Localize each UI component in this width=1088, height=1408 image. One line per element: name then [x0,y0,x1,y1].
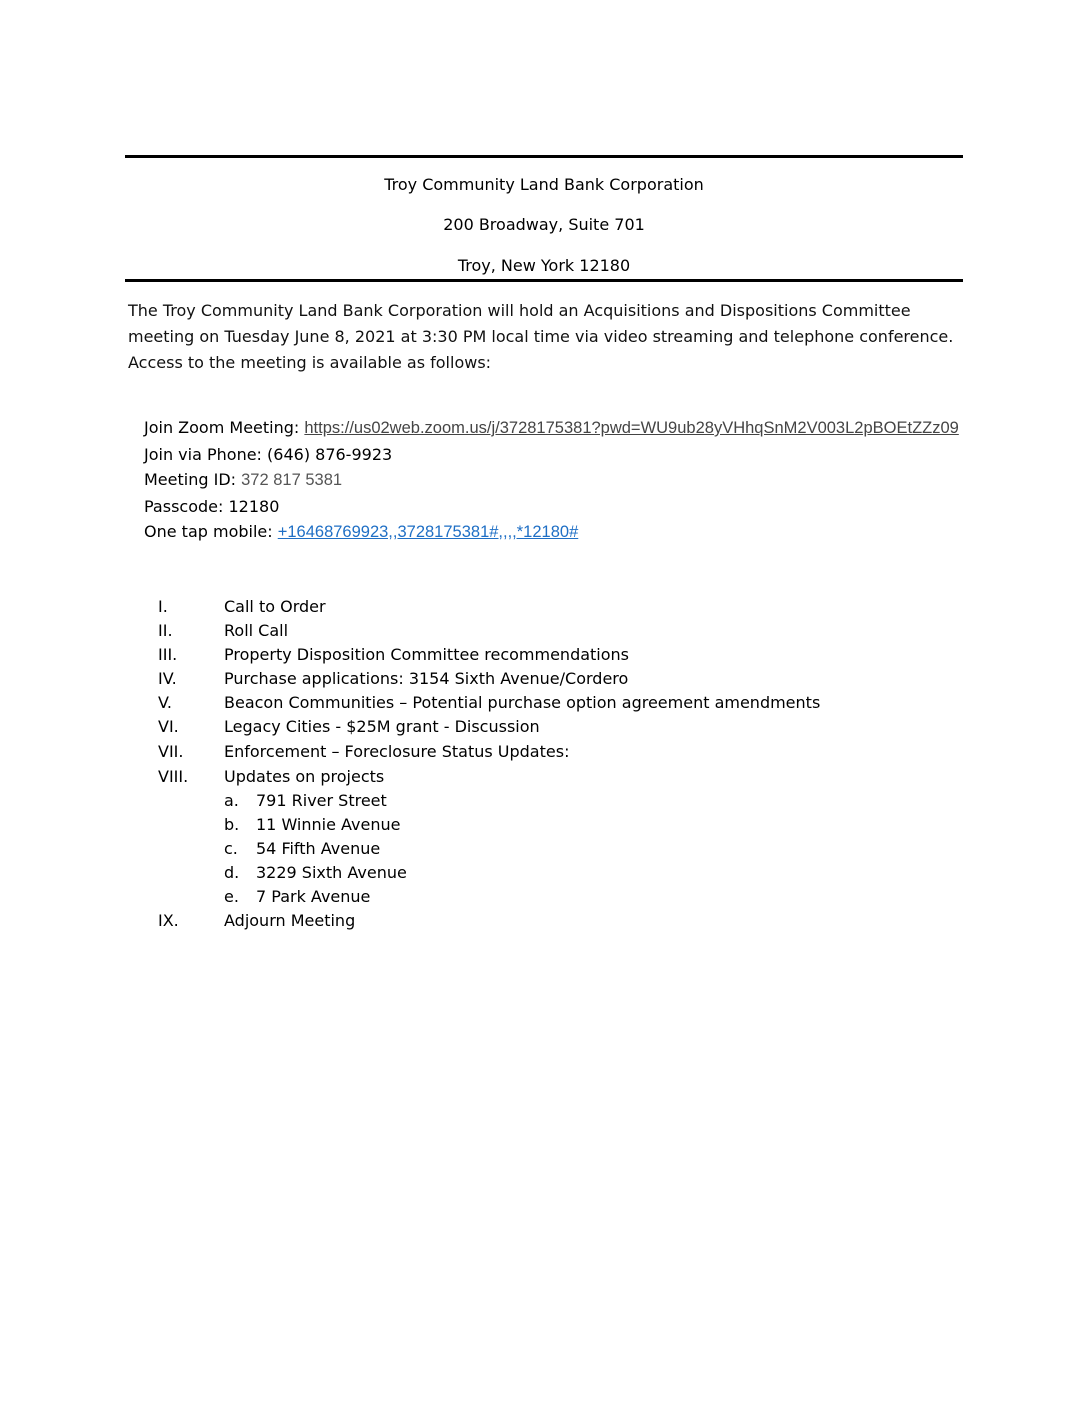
agenda-item-text: Call to Order [224,597,326,616]
zoom-row [144,415,1084,442]
one-tap-link[interactable]: +16468769923,,3728175381#,,,,*12180# [277,523,579,541]
agenda-item-text: Updates on projects [224,767,385,786]
zoom-link[interactable]: https://us02web.zoom.us/j/3728175381?pwd=WU9ub28yVHhqSnM2V003L2pBOEtZZz09 [304,419,959,437]
agenda-item [158,739,958,765]
agenda-item-number: II. [158,621,173,640]
meeting-id-row [144,467,1084,494]
passcode-label: Passcode: [144,496,229,516]
notice-line-1: The Troy Community Land Bank Corporation will hold an Acquisitions and Dispositions Committee [128,301,911,320]
header-bottom-rule [125,279,963,282]
meeting-access-info [144,415,1084,546]
org-city: Troy, New York 12180 [457,256,631,275]
agenda-subitem-letter: e. [224,887,239,906]
agenda-item-number: VII. [158,742,184,761]
agenda-item-number: III. [158,645,178,664]
agenda-item [158,643,958,667]
agenda-item-text: Purchase applications: 3154 Sixth Avenue/Cordero [224,669,629,688]
agenda-item-number: IV. [158,669,177,688]
agenda-subitem [158,885,958,909]
agenda-item-number: IX. [158,911,179,930]
meeting-id-label: Meeting ID: [144,470,242,489]
agenda-subitem [158,861,958,885]
agenda-subitem-letter: d. [224,863,240,882]
agenda-item-number: V. [158,693,172,712]
agenda-subitem-letter: a. [224,791,239,810]
agenda-item-text: Roll Call [224,621,289,640]
agenda-item [158,765,958,789]
passcode-value: 12180 [228,496,280,516]
agenda-item-text: Property Disposition Committee recommendations [224,645,630,664]
meeting-notice [128,298,958,376]
org-address: 200 Broadway, Suite 701 [443,215,645,234]
one-tap-label: One tap mobile: [144,522,278,541]
agenda-item [158,715,958,739]
zoom-label: Join Zoom Meeting: [144,418,305,437]
agenda-item-text: Enforcement – Foreclosure Status Updates: [224,742,570,761]
phone-label: Join via Phone: [144,444,268,464]
agenda-subitem-text: 7 Park Avenue [256,887,371,906]
notice-line-3: Access to the meeting is available as follows: [128,353,492,372]
agenda-item-text: Legacy Cities - $25M grant - Discussion [224,717,540,736]
passcode-row [144,494,1084,520]
phone-row [144,442,1084,468]
agenda-subitem-letter: b. [224,815,240,834]
agenda-item [158,619,958,643]
header-top-rule [125,155,963,158]
agenda-item [158,595,958,619]
agenda-subitem-letter: c. [224,839,238,858]
agenda-subitem [158,837,958,861]
agenda-item [158,667,958,691]
phone-value: (646) 876-9923 [267,444,393,464]
agenda-item-text: Beacon Communities – Potential purchase option agreement amendments [224,693,821,712]
agenda-subitem [158,789,958,813]
agenda-subitem [158,813,958,837]
agenda-subitem-text: 54 Fifth Avenue [256,839,381,858]
meeting-id-value: 372 817 5381 [241,471,343,489]
agenda-list [158,595,958,933]
agenda-item-number: VIII. [158,767,189,786]
agenda-item-text: Adjourn Meeting [224,911,356,930]
one-tap-row [144,519,1084,546]
org-name: Troy Community Land Bank Corporation [384,175,704,194]
agenda-item-number: VI. [158,717,179,736]
agenda-item-number: I. [158,597,168,616]
notice-line-2: meeting on Tuesday June 8, 2021 at 3:30 PM local time via video streaming and telephone conference. [128,327,954,346]
agenda-item [158,909,958,933]
agenda-subitem-text: 11 Winnie Avenue [256,815,401,834]
agenda-item [158,691,958,715]
agenda-subitem-text: 791 River Street [256,791,387,810]
agenda-subitem-text: 3229 Sixth Avenue [256,863,407,882]
